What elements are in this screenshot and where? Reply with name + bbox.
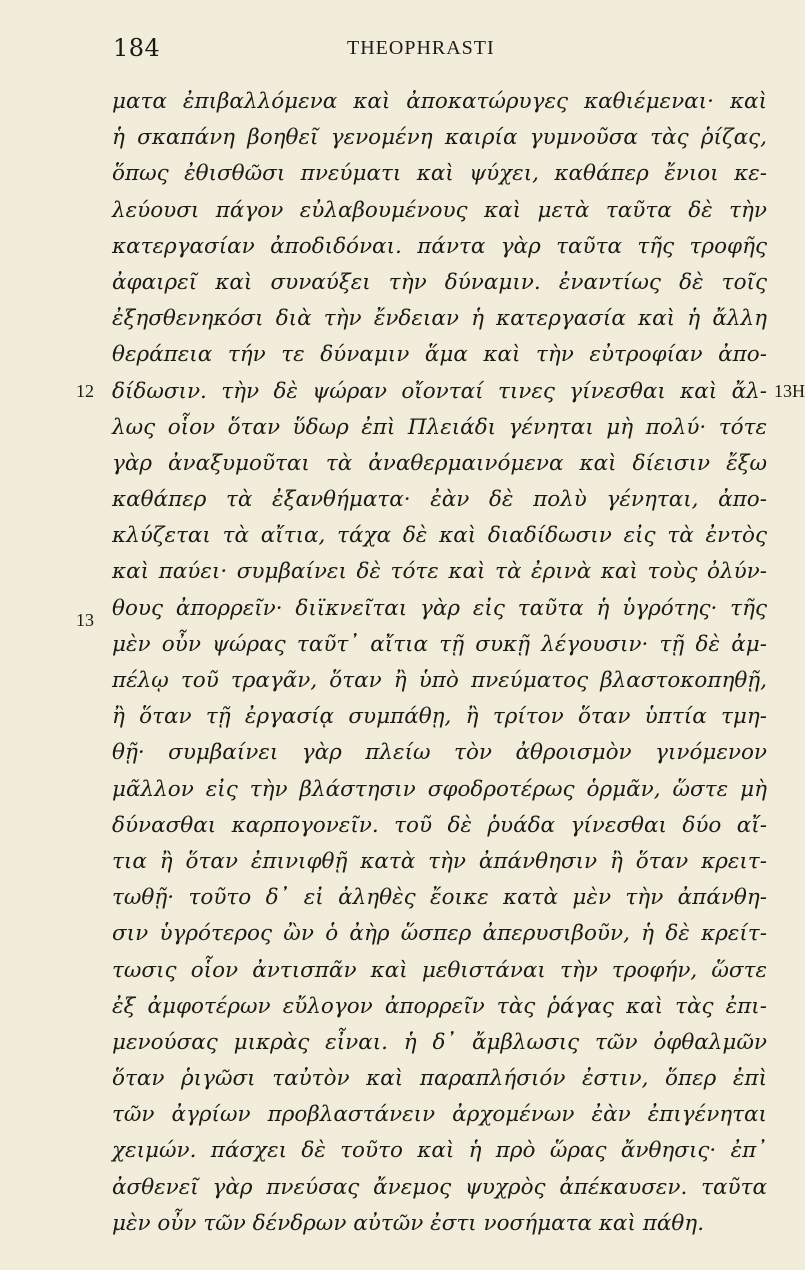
page-number: 184 [113,34,161,62]
text-line: τια ἢ ὅταν ἐπινιφθῇ κατὰ τὴν ἀπάνθησιν ἢ ὅταν κρειτ- [112,848,767,874]
text-line: δύνασθαι καρπογονεῖν. τοῦ δὲ ῥυάδα γίνεσθαι δύο αἴ- [112,812,767,838]
text-line: καὶ παύει· συμβαίνει δὲ τότε καὶ τὰ ἐρινὰ καὶ τοὺς ὀλύν- [112,559,767,585]
text-line: δίδωσιν. τὴν δὲ ψώραν οἴονταί τινες γίνεσθαι καὶ ἄλ- [112,378,767,404]
margin-section-number-13h: 13H [774,381,805,401]
text-line: θεράπεια τήν τε δύναμιν ἅμα καὶ τὴν εὐτροφίαν ἀπο- [112,342,767,368]
text-line: σιν ὑγρότερος ὢν ὁ ἀὴρ ὥσπερ ἀπερυσιβοῦν, ἡ δὲ κρείτ- [112,921,767,947]
text-line: μενούσας μικρὰς εἶναι. ἡ δ᾽ ἄμβλωσις τῶν ὀφθαλμῶν [112,1029,767,1055]
text-line: ἀφαιρεῖ καὶ συναύξει τὴν δύναμιν. ἐναντίως δὲ τοῖς [112,269,767,295]
margin-section-number-13: 13 [76,610,94,630]
text-line: ὅταν ῥιγῶσι ταὐτὸν καὶ παραπλήσιόν ἐστιν, ὅπερ ἐπὶ [112,1066,767,1092]
text-line: λως οἷον ὅταν ὕδωρ ἐπὶ Πλειάδι γένηται μὴ πολύ· τότε [112,414,767,440]
text-line: ματα ἐπιβαλλόμενα καὶ ἀποκατώρυγες καθιέμεναι· καὶ [112,89,767,114]
text-line: θους ἀπορρεῖν· διϊκνεῖται γὰρ εἰς ταῦτα ἡ ὑγρότης· τῆς [112,595,767,621]
text-line: κλύζεται τὰ αἴτια, τάχα δὲ καὶ διαδίδωσιν εἰς τὰ ἐντὸς [112,523,767,549]
text-line: καθάπερ τὰ ἐξανθήματα· ἐὰν δὲ πολὺ γένηται, ἀπο- [112,487,767,513]
text-line: ἐξ ἀμφοτέρων εὔλογον ἀπορρεῖν τὰς ῥάγας καὶ τὰς ἐπι- [112,993,767,1019]
text-line: γὰρ ἀναξυμοῦται τὰ ἀναθερμαινόμενα καὶ δίεισιν ἔξω [112,450,767,476]
text-line: ἡ σκαπάνη βοηθεῖ γενομένη καιρία γυμνοῦσα τὰς ῥίζας, [112,125,767,151]
text-line: ἢ ὅταν τῇ ἐργασίᾳ συμπάθῃ, ἢ τρίτον ὅταν ὑπτία τμη- [112,704,767,730]
greek-body-text [112,84,767,1242]
text-line: τῶν ἀγρίων προβλαστάνειν ἀρχομένων ἐὰν ἐπιγένηται [112,1102,767,1128]
text-line: τωθῇ· τοῦτο δ᾽ εἰ ἀληθὲς ἔοικε κατὰ μὲν τὴν ἀπάνθη- [112,885,767,911]
running-title: THEOPHRASTI [347,37,495,59]
text-line: κατεργασίαν ἀποδιδόναι. πάντα γὰρ ταῦτα τῆς τροφῆς [112,233,767,259]
text-line: ἀσθενεῖ γὰρ πνεύσας ἄνεμος ψυχρὸς ἀπέκαυσεν. ταῦτα [112,1174,767,1200]
text-line: χειμών. πάσχει δὲ τοῦτο καὶ ἡ πρὸ ὥρας ἄνθησις· ἐπ᾽ [112,1138,767,1164]
margin-section-number-12: 12 [76,381,94,401]
text-line: πέλῳ τοῦ τραγᾶν, ὅταν ἢ ὑπὸ πνεύματος βλαστοκοπηθῇ, [112,668,767,693]
text-line: μᾶλλον εἰς τὴν βλάστησιν σφοδροτέρως ὁρμᾶν, ὥστε μὴ [112,776,767,802]
page-header [0,34,800,68]
text-line: θῇ· συμβαίνει γὰρ πλείω τὸν ἀθροισμὸν γινόμενον [112,740,767,766]
text-line: ὅπως ἐθισθῶσι πνεύματι καὶ ψύχει, καθάπερ ἔνιοι κε- [112,161,767,187]
text-line: τωσις οἷον ἀντισπᾶν καὶ μεθιστάναι τὴν τροφήν, ὥστε [112,957,767,983]
text-line: μὲν οὖν τῶν δένδρων αὐτῶν ἐστι νοσήματα καὶ πάθη. [112,1210,705,1236]
text-line: μὲν οὖν ψώρας ταῦτ᾽ αἴτια τῇ συκῇ λέγουσιν· τῇ δὲ ἀμ- [112,631,767,657]
text-line: λεύουσι πάγον εὐλαβουμένους καὶ μετὰ ταῦτα δὲ τὴν [112,197,767,223]
text-line: ἐξησθενηκόσι διὰ τὴν ἔνδειαν ἡ κατεργασία καὶ ἡ ἄλλη [112,306,767,332]
